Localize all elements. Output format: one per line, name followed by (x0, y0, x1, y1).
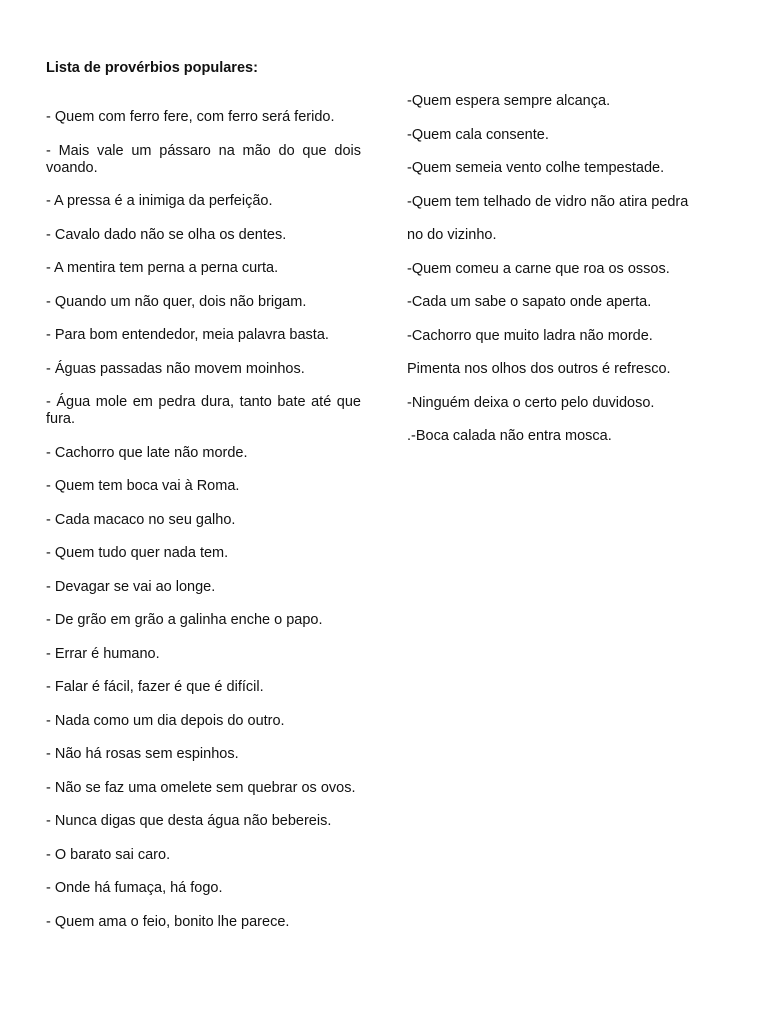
proverb-item: - O barato sai caro. (46, 846, 171, 863)
proverb-item: - Não se faz uma omelete sem quebrar os ovos. (46, 779, 356, 796)
proverb-item: -Quem comeu a carne que roa os ossos. (407, 260, 670, 277)
proverb-item: no do vizinho. (407, 227, 497, 243)
proverb-item: - Não há rosas sem espinhos. (46, 746, 239, 762)
proverb-item: - Mais vale um pássaro na mão do que dois voando. (46, 142, 361, 176)
proverb-item: - Quem tem boca vai à Roma. (46, 478, 240, 494)
proverb-list-left (46, 109, 361, 947)
proverb-item: - Água mole em pedra dura, tanto bate até que fura. (46, 394, 361, 427)
proverb-item: - Nunca digas que desta água não bebereis. (46, 813, 332, 829)
page-title: Lista de provérbios populares: (46, 60, 258, 76)
proverb-item: - Nada como um dia depois do outro. (46, 712, 285, 729)
proverb-item: - Falar é fácil, fazer é que é difícil. (46, 679, 264, 695)
proverb-item: - A pressa é a inimiga da perfeição. (46, 193, 273, 209)
proverb-item: -Ninguém deixa o certo pelo duvidoso. (407, 394, 655, 411)
proverb-item: Pimenta nos olhos dos outros é refresco. (407, 361, 671, 377)
proverb-item: - Quem com ferro fere, com ferro será ferido. (46, 109, 335, 125)
proverb-item: -Cachorro que muito ladra não morde. (407, 327, 653, 344)
proverb-item: - De grão em grão a galinha enche o papo. (46, 612, 323, 628)
proverb-item: - Errar é humano. (46, 645, 160, 662)
proverb-item: -Cada um sabe o sapato onde aperta. (407, 294, 652, 310)
proverb-item: - Quem tudo quer nada tem. (46, 545, 229, 561)
proverb-item: -Quem tem telhado de vidro não atira pedra (407, 193, 689, 210)
proverb-item: - Cavalo dado não se olha os dentes. (46, 226, 287, 243)
proverb-item: - Devagar se vai ao longe. (46, 578, 216, 595)
proverb-item: - Onde há fumaça, há fogo. (46, 880, 223, 896)
proverb-item: - Quando um não quer, dois não brigam. (46, 293, 307, 310)
proverb-item: - A mentira tem perna a perna curta. (46, 260, 279, 276)
proverb-list-right (407, 93, 722, 462)
proverb-item: -Quem cala consente. (407, 126, 549, 143)
proverb-item: .-Boca calada não entra mosca. (407, 428, 612, 444)
proverb-item: - Para bom entendedor, meia palavra basta. (46, 327, 329, 343)
proverb-item: - Cachorro que late não morde. (46, 444, 248, 461)
proverb-item: -Quem semeia vento colhe tempestade. (407, 160, 665, 176)
proverb-item: -Quem espera sempre alcança. (407, 93, 611, 109)
proverb-item: - Cada macaco no seu galho. (46, 511, 236, 528)
proverb-item: - Águas passadas não movem moinhos. (46, 360, 305, 377)
proverb-item: - Quem ama o feio, bonito lhe parece. (46, 913, 290, 930)
